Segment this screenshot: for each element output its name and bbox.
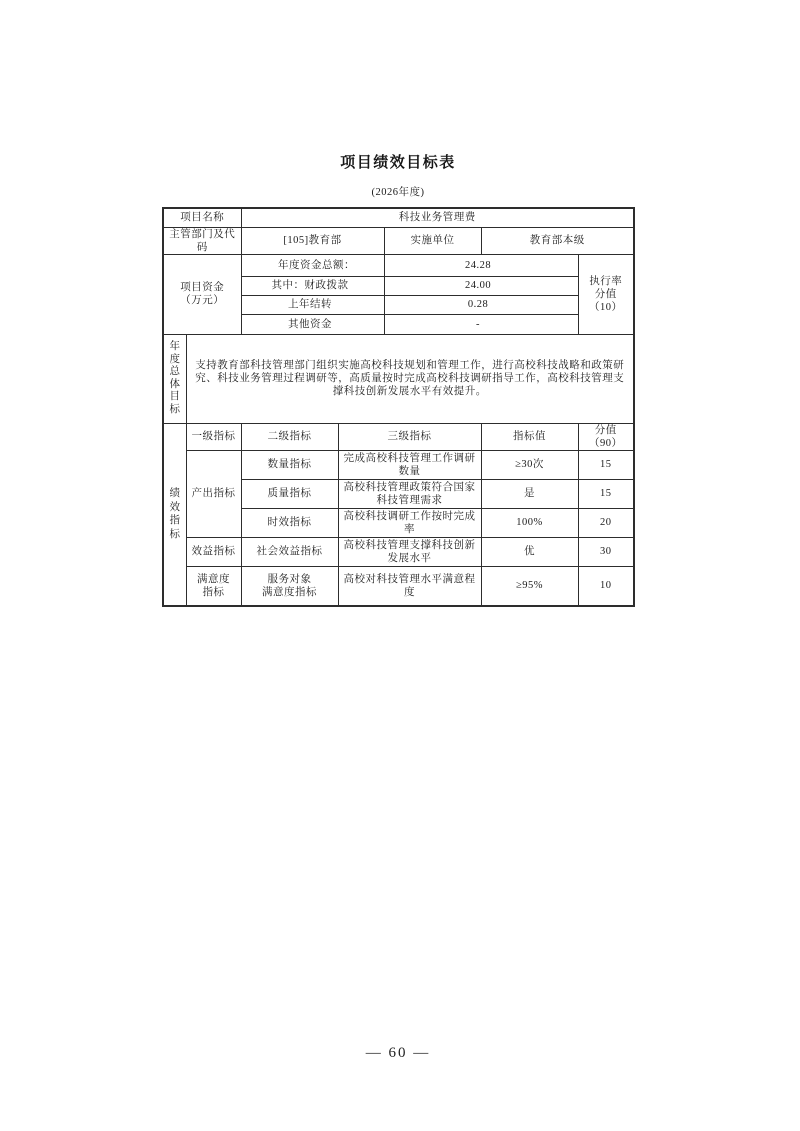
funding-fiscal-value-cell: 24.00 [384, 276, 578, 295]
execution-rate-line1: 执行率 [589, 275, 623, 287]
indicator-row-satisfaction [163, 566, 634, 606]
header-score-line2: （90） [589, 437, 623, 449]
funding-total-label-cell: 年度资金总额： [241, 254, 384, 276]
impl-unit-value-cell: 教育部本级 [481, 227, 634, 254]
project-name-label-cell: 项目名称 [163, 208, 241, 227]
header-level3-cell: 三级指标 [338, 423, 481, 450]
funding-row-total [163, 254, 634, 276]
funding-carryover-label-cell: 上年结转 [241, 295, 384, 314]
benefit-value-cell: 优 [481, 537, 578, 566]
execution-rate-line2: 分值 [594, 288, 617, 300]
indicator-header-row [163, 423, 634, 450]
indicators-side-label: 绩效指标 [169, 488, 180, 540]
benefit-level3-cell: 高校科技管理支撑科技创新发展水平 [338, 537, 481, 566]
quality-level3-cell: 高校科技管理政策符合国家科技管理需求 [338, 479, 481, 508]
timeliness-level3-cell: 高校科技调研工作按时完成率 [338, 508, 481, 537]
annual-goal-side-label: 年度总体目标 [169, 341, 180, 415]
document-subtitle: (2026年度) [371, 187, 425, 198]
header-level1-cell: 一级指标 [186, 423, 241, 450]
quality-value-cell: 是 [481, 479, 578, 508]
funding-other-value-cell: - [384, 314, 578, 334]
header-level2-cell: 二级指标 [241, 423, 338, 450]
funding-fiscal-label-cell: 其中：财政拨款 [241, 276, 384, 295]
satisfaction-level2-line1: 服务对象 [267, 573, 312, 585]
timeliness-value-cell: 100% [481, 508, 578, 537]
annual-goal-row [163, 334, 634, 423]
annual-goal-text-cell: 支持教育部科技管理部门组织实施高校科技规划和管理工作，进行高校科技战略和政策研究、科技业务管理过程调研等，高质量按时完成高校科技调研指导工作，高校科技管理支撑科技创新发展水平有效提升。 [186, 334, 634, 423]
satisfaction-group-line1: 满意度 [197, 573, 230, 585]
funding-label-cell [163, 254, 241, 334]
indicators-side-label-cell [163, 423, 186, 606]
satisfaction-indicator-group-cell [186, 566, 241, 606]
satisfaction-level2-cell [241, 566, 338, 606]
timeliness-score-cell: 20 [578, 508, 634, 537]
execution-rate-score-cell [578, 254, 634, 334]
document-title: 项目绩效目标表 [340, 154, 456, 171]
funding-other-label-cell: 其他资金 [241, 314, 384, 334]
indicator-row-quantity [163, 450, 634, 479]
header-value-cell: 指标值 [481, 423, 578, 450]
quantity-value-cell: ≥30次 [481, 450, 578, 479]
quantity-score-cell: 15 [578, 450, 634, 479]
funding-label-line2: （万元） [180, 295, 225, 306]
funding-label-line1: 项目资金 [180, 282, 225, 293]
dept-code-label-cell: 主管部门及代码 [163, 227, 241, 254]
benefit-level2-cell: 社会效益指标 [241, 537, 338, 566]
quality-score-cell: 15 [578, 479, 634, 508]
satisfaction-score-cell: 10 [578, 566, 634, 606]
department-row [163, 227, 634, 254]
quality-level2-cell: 质量指标 [241, 479, 338, 508]
satisfaction-level2-line2: 满意度指标 [262, 586, 317, 598]
dept-code-value-cell: [105]教育部 [241, 227, 384, 254]
execution-rate-line3: （10） [589, 301, 623, 313]
impl-unit-label-cell: 实施单位 [384, 227, 481, 254]
satisfaction-level3-cell: 高校对科技管理水平满意程度 [338, 566, 481, 606]
indicator-row-benefit [163, 537, 634, 566]
header-score-cell [578, 423, 634, 450]
project-name-value-cell: 科技业务管理费 [241, 208, 634, 227]
header-score-line1: 分值 [594, 424, 617, 436]
performance-target-table [162, 207, 635, 607]
quantity-level2-cell: 数量指标 [241, 450, 338, 479]
benefit-indicator-group-cell: 效益指标 [186, 537, 241, 566]
satisfaction-value-cell: ≥95% [481, 566, 578, 606]
page-number: — 60 — [365, 1045, 431, 1061]
funding-carryover-value-cell: 0.28 [384, 295, 578, 314]
project-name-row [163, 208, 634, 227]
satisfaction-group-line2: 指标 [202, 586, 225, 598]
funding-total-value-cell: 24.28 [384, 254, 578, 276]
benefit-score-cell: 30 [578, 537, 634, 566]
annual-goal-side-label-cell [163, 334, 186, 423]
quantity-level3-cell: 完成高校科技管理工作调研数量 [338, 450, 481, 479]
timeliness-level2-cell: 时效指标 [241, 508, 338, 537]
output-indicator-group-cell: 产出指标 [186, 450, 241, 537]
